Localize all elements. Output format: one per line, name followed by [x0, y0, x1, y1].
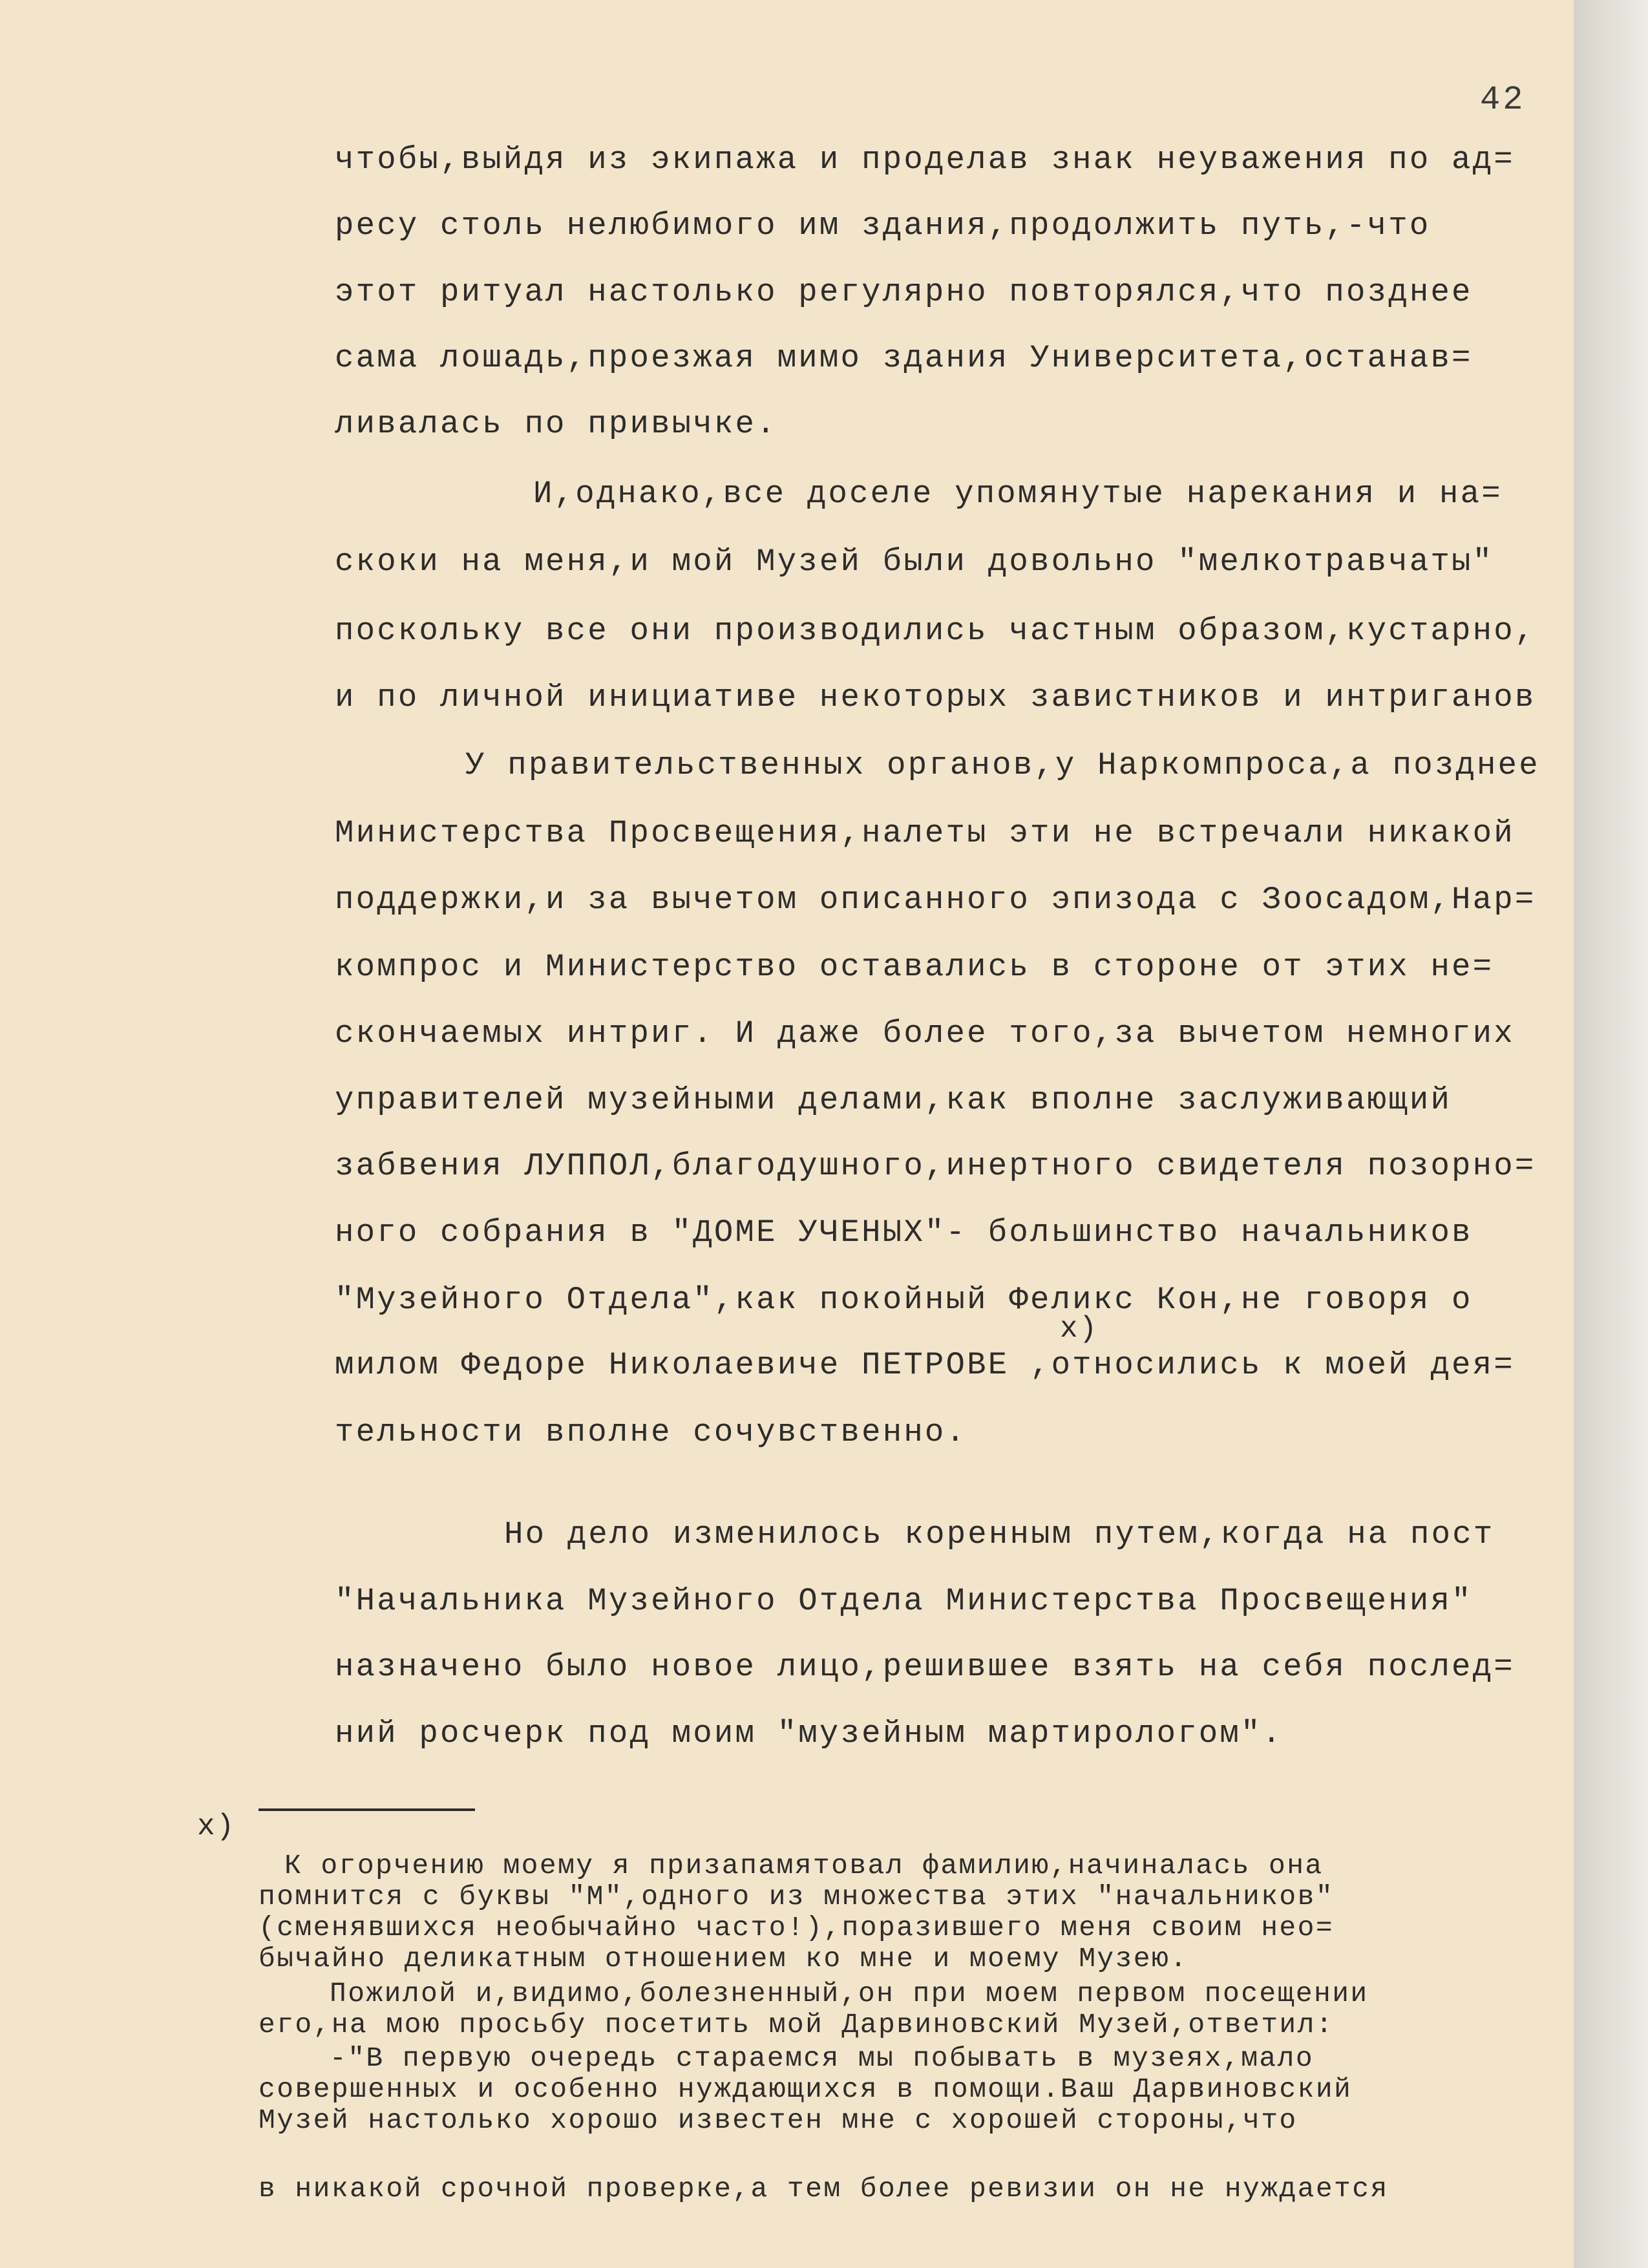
footnote-line: бычайно деликатным отношением ко мне и моему Музею. [259, 1943, 1188, 1975]
footnote-line: -"В первую очередь стараемся мы побывать в музеях,мало [330, 2042, 1315, 2074]
page-number: 42 [1480, 81, 1526, 119]
body-line: сама лошадь,проезжая мимо здания Университета,останав= [335, 340, 1473, 376]
body-line: И,однако,все доселе упомянутые нарекания и на= [533, 476, 1503, 512]
body-line: тельности вполне сочувственно. [335, 1414, 967, 1450]
body-line: ного собрания в "ДОМЕ УЧЕНЫХ"- большинство начальников [335, 1214, 1473, 1251]
body-line: компрос и Министерство оставались в стороне от этих не= [335, 949, 1494, 985]
footnote-line: в никакой срочной проверке,а тем более ревизии он не нуждается [259, 2173, 1389, 2205]
body-line: скончаемых интриг. И даже более того,за вычетом немногих [335, 1015, 1515, 1052]
footnote-separator [259, 1808, 475, 1811]
footnote-line: его,на мою просьбу посетить мой Дарвиновский Музей,ответил: [259, 2009, 1335, 2040]
footnote-line: (сменявшихся необычайно часто!),поразившего меня своим нео= [259, 1912, 1335, 1944]
body-line: Министерства Просвещения,налеты эти не встречали никакой [335, 815, 1515, 851]
body-line: "Музейного Отдела",как покойный Феликс Кон,не говоря о [335, 1282, 1473, 1318]
body-line: поскольку все они производились частным образом,кустарно, [335, 613, 1536, 649]
body-line: скоки на меня,и мой Музей были довольно "мелкотравчаты" [335, 544, 1494, 580]
body-line: Но дело изменилось коренным путем,когда на пост [504, 1516, 1495, 1553]
body-line: ний росчерк под моим "музейным мартирологом". [335, 1715, 1284, 1752]
body-line: ресу столь нелюбимого им здания,продолжить путь,-что [335, 207, 1431, 244]
footnote-line: совершенных и особенно нуждающихся в помощи.Ваш Дарвиновский [259, 2073, 1353, 2105]
footnote-line: Музей настолько хорошо известен мне с хорошей стороны,что [259, 2104, 1298, 2136]
scanner-background-strip [1574, 0, 1648, 2268]
body-line: и по личной инициативе некоторых завистников и интриганов [335, 679, 1536, 715]
footnote-marker: х) [197, 1810, 236, 1843]
footnote-line: помнится с буквы "М",одного из множества этих "начальников" [259, 1881, 1335, 1913]
body-line: управителей музейными делами,как вполне заслуживающий [335, 1082, 1452, 1118]
body-line: милом Федоре Николаевиче ПЕТРОВЕ ,относились к моей дея= [335, 1347, 1515, 1383]
body-line: этот ритуал настолько регулярно повторялся,что позднее [335, 274, 1473, 310]
body-line: забвения ЛУППОЛ,благодушного,инертного свидетеля позорно= [335, 1148, 1536, 1184]
footnote-line: Пожилой и,видимо,болезненный,он при моем первом посещении [330, 1978, 1369, 2009]
body-line: "Начальника Музейного Отдела Министерства Просвещения" [335, 1583, 1473, 1619]
body-line: ливалась по привычке. [335, 406, 777, 442]
body-line: У правительственных органов,у Наркомпроса,а позднее [465, 747, 1540, 783]
footnote-line: К огорчению моему я призапамятовал фамилию,начиналась она [284, 1850, 1324, 1881]
footnote-reference: х) [1060, 1312, 1099, 1346]
body-line: поддержки,и за вычетом описанного эпизода с Зоосадом,Нар= [335, 882, 1536, 918]
body-line: назначено было новое лицо,решившее взять на себя послед= [335, 1649, 1515, 1685]
body-line: чтобы,выйдя из экипажа и проделав знак неуважения по ад= [335, 142, 1515, 178]
